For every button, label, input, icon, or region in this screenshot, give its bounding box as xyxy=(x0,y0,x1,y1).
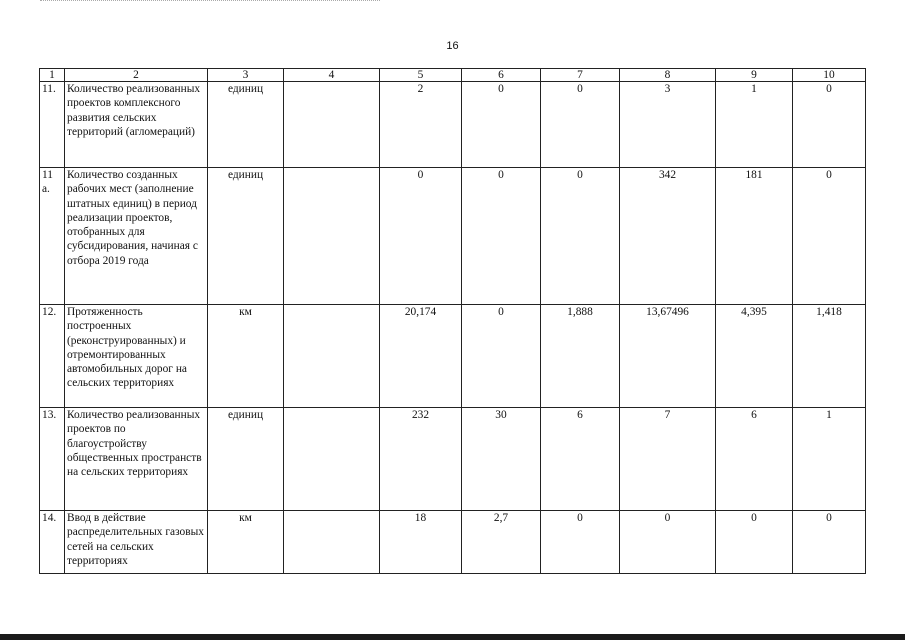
value-cell: 1 xyxy=(793,408,866,511)
row-number: 14. xyxy=(40,511,65,574)
value-cell: 0 xyxy=(541,511,620,574)
header-cell: 2 xyxy=(65,69,208,82)
header-cell: 8 xyxy=(620,69,716,82)
header-cell: 9 xyxy=(716,69,793,82)
value-cell: 7 xyxy=(620,408,716,511)
value-cell: 1 xyxy=(716,82,793,168)
table-row xyxy=(40,511,866,574)
indicator-name: Протяженность построенных (реконструированных) и отремонтированных автомобильных дорог на сельских территориях xyxy=(65,305,208,408)
unit-cell: единиц xyxy=(208,82,284,168)
scan-artifact xyxy=(40,0,380,3)
value-cell: 0 xyxy=(380,168,462,305)
value-cell: 0 xyxy=(462,168,541,305)
indicator-name: Количество созданных рабочих мест (заполнение штатных единиц) в период реализации проектов, отобранных для субсидирования, начиная с отбора 2019 года xyxy=(65,168,208,305)
value-cell: 18 xyxy=(380,511,462,574)
unit-cell: единиц xyxy=(208,408,284,511)
value-cell: 232 xyxy=(380,408,462,511)
table-header-row xyxy=(40,69,866,82)
value-cell: 0 xyxy=(462,82,541,168)
value-cell: 0 xyxy=(462,305,541,408)
table-row xyxy=(40,168,866,305)
value-cell: 1,418 xyxy=(793,305,866,408)
row-number: 11 а. xyxy=(40,168,65,305)
value-cell: 1,888 xyxy=(541,305,620,408)
unit-cell: км xyxy=(208,511,284,574)
indicators-table xyxy=(39,68,866,574)
empty-cell xyxy=(284,511,380,574)
value-cell: 3 xyxy=(620,82,716,168)
header-cell: 4 xyxy=(284,69,380,82)
indicator-name: Количество реализованных проектов по благоустройству общественных пространств на сельских территориях xyxy=(65,408,208,511)
header-cell: 5 xyxy=(380,69,462,82)
indicator-name: Количество реализованных проектов комплексного развития сельских территорий (агломераций) xyxy=(65,82,208,168)
value-cell: 0 xyxy=(793,82,866,168)
scan-bottom-edge xyxy=(0,634,905,640)
value-cell: 0 xyxy=(541,82,620,168)
header-cell: 10 xyxy=(793,69,866,82)
indicator-name: Ввод в действие распределительных газовых сетей на сельских территориях xyxy=(65,511,208,574)
unit-cell: км xyxy=(208,305,284,408)
empty-cell xyxy=(284,82,380,168)
value-cell: 0 xyxy=(541,168,620,305)
value-cell: 0 xyxy=(793,511,866,574)
table-row xyxy=(40,408,866,511)
value-cell: 6 xyxy=(716,408,793,511)
header-cell: 7 xyxy=(541,69,620,82)
row-number: 11. xyxy=(40,82,65,168)
value-cell: 30 xyxy=(462,408,541,511)
value-cell: 2 xyxy=(380,82,462,168)
row-number: 13. xyxy=(40,408,65,511)
value-cell: 6 xyxy=(541,408,620,511)
header-cell: 1 xyxy=(40,69,65,82)
value-cell: 20,174 xyxy=(380,305,462,408)
value-cell: 4,395 xyxy=(716,305,793,408)
empty-cell xyxy=(284,408,380,511)
empty-cell xyxy=(284,305,380,408)
table-row xyxy=(40,82,866,168)
header-cell: 6 xyxy=(462,69,541,82)
unit-cell: единиц xyxy=(208,168,284,305)
value-cell: 181 xyxy=(716,168,793,305)
value-cell: 13,67496 xyxy=(620,305,716,408)
page-number: 16 xyxy=(446,40,459,52)
header-cell: 3 xyxy=(208,69,284,82)
value-cell: 342 xyxy=(620,168,716,305)
table-row xyxy=(40,305,866,408)
empty-cell xyxy=(284,168,380,305)
row-number: 12. xyxy=(40,305,65,408)
value-cell: 0 xyxy=(716,511,793,574)
value-cell: 0 xyxy=(620,511,716,574)
value-cell: 0 xyxy=(793,168,866,305)
value-cell: 2,7 xyxy=(462,511,541,574)
